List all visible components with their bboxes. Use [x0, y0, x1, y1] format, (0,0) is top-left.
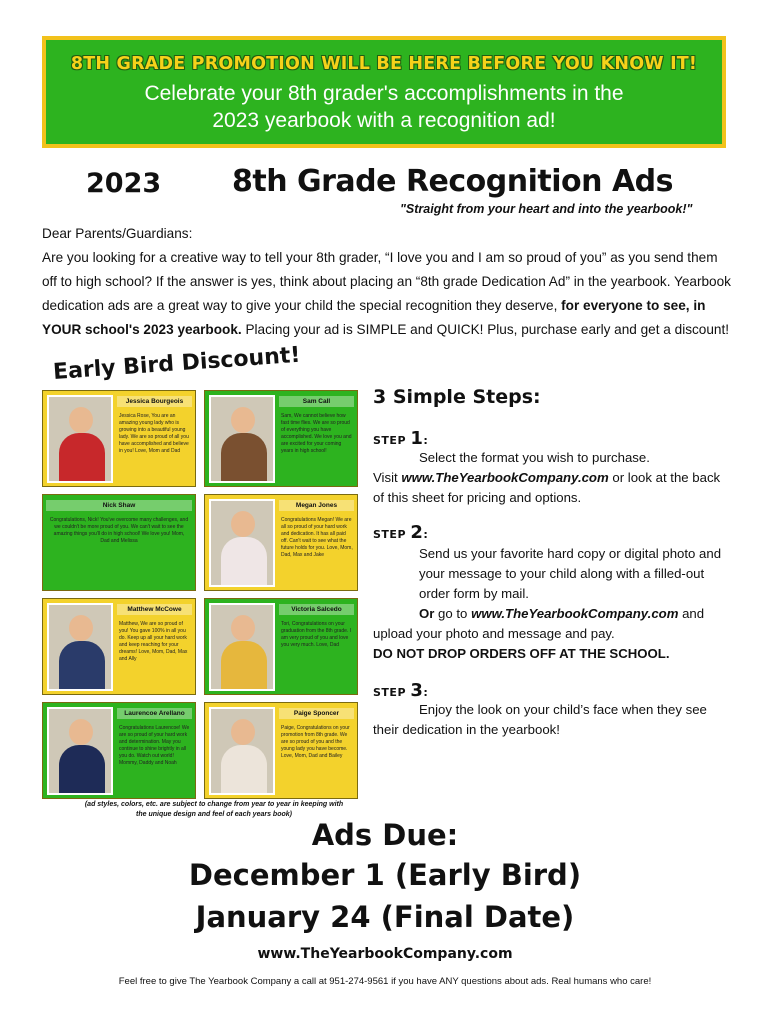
intro-body-bold: for everyone to see, in YOUR school's 2023 yearbook.: [42, 298, 706, 337]
sample-ad-card: [42, 598, 196, 695]
ad-photo: [47, 707, 113, 795]
ad-message: Paige, Congratulations on your promotion from 8th grade. We are so proud of you and the young lady you have become. Love, Mom, Dad and Bailey: [281, 725, 350, 759]
sample-ads-grid: [42, 390, 360, 798]
final-date: January 24 (Final Date): [195, 900, 575, 934]
ad-message: Congratulations Megan! We are all so proud of your hard work and dedication. It has all paid off. Can't wait to see what the future holds for you. Love, Mom, Dad, Max and Jake: [281, 517, 353, 558]
banner-subtitle-line2: 2023 yearbook with a recognition ad!: [212, 109, 556, 132]
step-2-goto: go to: [434, 606, 472, 621]
step-number: 1: [410, 428, 424, 449]
intro-body-end: Placing your ad is SIMPLE and QUICK! Plus, purchase early and get a discount!: [241, 322, 730, 337]
banner-headline: 8TH GRADE PROMOTION WILL BE HERE BEFORE YOU KNOW IT!: [70, 54, 698, 74]
sample-ad-card: [204, 390, 358, 487]
sample-ad-card: [204, 494, 358, 591]
step-3-line: Enjoy the look on your child’s face when they see their dedication in the yearbook!: [373, 702, 707, 737]
step-2-or: Or: [419, 606, 435, 621]
step-word: STEP: [373, 434, 407, 447]
step-1-rest: or look at the back of this sheet for pricing and options.: [373, 470, 721, 505]
intro-body-start: Are you looking for a creative way to tell your 8th grader, “I love you and I am so proud of you” as you send them off to high school? If the answer is yes, think about placing an “8th grade Dedication Ad” in the yearbook. Yearbook dedication ads are a great way to give your child the special recognition they deserve,: [42, 250, 731, 313]
sample-ad-card: [42, 390, 196, 487]
banner-subtitle-line1: Celebrate your 8th grader's accomplishments in the: [144, 82, 624, 105]
step-2-line: Send us your favorite hard copy or digital photo and your message to your child along with a filled-out order form by mail.: [419, 546, 722, 601]
sample-ad-card: [42, 494, 196, 591]
ad-message: Jessica Rose, You are an amazing young lady who is growing into a beautiful young lady. We are so proud of all you have accomplished and believe in you! Love, Mom and Dad: [119, 413, 189, 454]
step-number: 3: [410, 680, 424, 701]
banner-subtitle: [46, 80, 722, 134]
step-2-label: STEP 2:: [373, 522, 429, 543]
ad-message: Matthew, We are so proud of you! You gave 100% in all you do. Keep up all your hard work and keep reaching for your dreams! Love, Mom, Dad, Max and Ally: [119, 621, 188, 662]
step-2-text: [373, 544, 723, 664]
ad-photo: [209, 499, 275, 587]
step-1-line: Select the format you wish to purchase.: [419, 450, 650, 465]
step-word: STEP: [373, 686, 407, 699]
sample-ad-card: [204, 702, 358, 799]
ad-name: Nick Shaw: [46, 500, 192, 511]
ad-name: Laurencoe Arellano: [117, 708, 192, 719]
tagline: "Straight from your heart and into the yearbook!": [400, 202, 693, 216]
step-3-text: [373, 700, 723, 740]
step-3-label: STEP 3:: [373, 680, 429, 701]
step-word: STEP: [373, 528, 407, 541]
ad-photo: [47, 603, 113, 691]
early-bird-heading: Early Bird Discount!: [52, 342, 302, 385]
intro-letter: [42, 222, 732, 342]
promo-banner: [42, 36, 726, 148]
ad-photo: [209, 707, 275, 795]
ad-photo: [209, 395, 275, 483]
ad-message: Sam, We cannot believe how fast time flies. We are so proud of everything you have accomplished. We love you and are excited for your coming years in high school!: [281, 413, 352, 454]
year-heading: 2023: [86, 168, 162, 199]
step-2-rest: and upload your photo and message and pay.: [373, 606, 705, 641]
steps-title: 3 Simple Steps:: [373, 386, 541, 408]
sample-ad-card: [204, 598, 358, 695]
website-link[interactable]: www.TheYearbookCompany.com: [401, 470, 609, 485]
ad-message: Tori, Congratulations on your graduation from the 8th grade. I am very proud of you and love you very much. Love, Dad: [281, 621, 352, 648]
no-drop-warning: DO NOT DROP ORDERS OFF AT THE SCHOOL.: [373, 646, 670, 661]
greeting: Dear Parents/Guardians:: [42, 226, 193, 241]
ad-style-disclaimer: (ad styles, colors, etc. are subject to change from year to year in keeping with the unique design and feel of each years book): [84, 801, 344, 818]
ad-photo: [47, 395, 113, 483]
sample-ad-card: [42, 702, 196, 799]
ad-name: Paige Sponcer: [279, 708, 354, 719]
step-number: 2: [410, 522, 424, 543]
ad-name: Jessica Bourgeois: [117, 396, 192, 407]
step-1-label: STEP 1:: [373, 428, 429, 449]
ad-message: Congratulations Laurencoe! We are so proud of your hard work and determination. May you continue to shine brightly in all you do. Watch out world! Mommy, Daddy and Noah: [119, 725, 190, 766]
website-footer-link[interactable]: www.TheYearbookCompany.com: [257, 946, 513, 962]
ad-photo: [209, 603, 275, 691]
ad-name: Sam Call: [279, 396, 354, 407]
website-link[interactable]: www.TheYearbookCompany.com: [471, 606, 679, 621]
ad-message: Congratulations, Nick! You've overcome many challenges, and we couldn't be more proud of you. We can't wait to see the amazing things you'll do in high school! We love you! Mom, Dad and Melissa: [49, 517, 189, 544]
intro-body: [42, 246, 732, 342]
ad-name: Megan Jones: [279, 500, 354, 511]
step-1-text: [373, 448, 723, 508]
ads-due-title: Ads Due:: [311, 818, 459, 852]
ad-name: Matthew McCowe: [117, 604, 192, 615]
ad-name: Victoria Salcedo: [279, 604, 354, 615]
early-bird-date: December 1 (Early Bird): [188, 858, 582, 892]
contact-footer: Feel free to give The Yearbook Company a call at 951-274-9561 if you have ANY questions about ads. Real humans who care!: [118, 976, 652, 987]
step-1-visit: Visit: [373, 470, 402, 485]
page-title: 8th Grade Recognition Ads: [232, 164, 673, 199]
